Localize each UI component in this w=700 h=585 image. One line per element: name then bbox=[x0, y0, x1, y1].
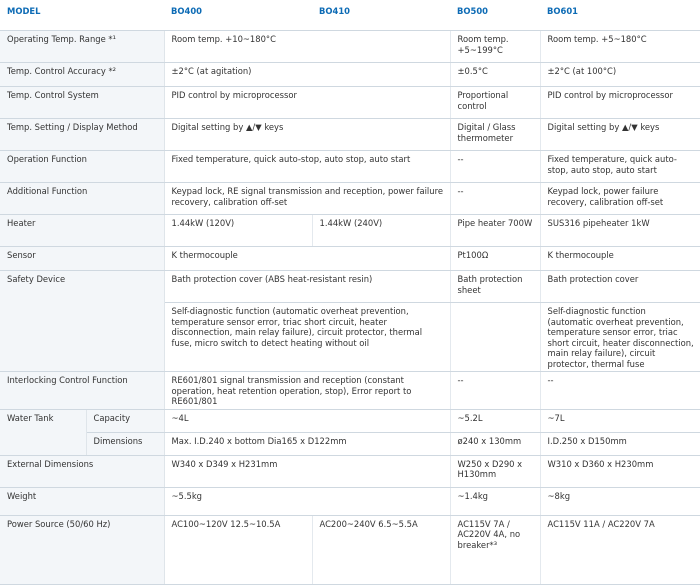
cell-bo601-external: W310 x D360 x H230mm bbox=[540, 455, 700, 487]
label-water-tank: Water Tank bbox=[0, 409, 86, 455]
header-model: MODEL bbox=[0, 0, 164, 31]
cell-bo400-interlock: RE601/801 signal transmission and reception (constant operation, heat retention operation, stop), Error report to RE601/801 bbox=[164, 372, 450, 410]
cell-bo601-safety-cover: Bath protection cover bbox=[540, 271, 700, 303]
cell-bo500-operation: -- bbox=[450, 151, 540, 183]
row-water-dimensions bbox=[0, 432, 700, 455]
cell-bo410-heater: 1.44kW (240V) bbox=[312, 215, 450, 247]
label-sensor: Sensor bbox=[0, 247, 164, 271]
header-bo400: BO400 bbox=[164, 0, 312, 31]
cell-bo601-control-system: PID control by microprocessor bbox=[540, 87, 700, 119]
cell-bo400-power: AC100~120V 12.5~10.5A bbox=[164, 515, 312, 584]
row-sensor bbox=[0, 247, 700, 271]
row-setting-display bbox=[0, 119, 700, 151]
header-bo601: BO601 bbox=[540, 0, 700, 31]
label-accuracy: Temp. Control Accuracy *² bbox=[0, 63, 164, 87]
label-external: External Dimensions bbox=[0, 455, 164, 487]
cell-bo500-power: AC115V 7A / AC220V 4A, no breaker*³ bbox=[450, 515, 540, 584]
row-safety-a bbox=[0, 271, 700, 303]
cell-bo601-setting-display: Digital setting by ▲/▼ keys bbox=[540, 119, 700, 151]
label-power: Power Source (50/60 Hz) bbox=[0, 515, 164, 584]
cell-bo500-safety-diagnostic bbox=[450, 303, 540, 372]
cell-bo500-safety-cover: Bath protection sheet bbox=[450, 271, 540, 303]
row-external bbox=[0, 455, 700, 487]
cell-bo410-power: AC200~240V 6.5~5.5A bbox=[312, 515, 450, 584]
label-interlock: Interlocking Control Function bbox=[0, 372, 164, 410]
cell-bo500-weight: ~1.4kg bbox=[450, 487, 540, 515]
label-safety: Safety Device bbox=[0, 271, 164, 372]
cell-bo400-additional: Keypad lock, RE signal transmission and reception, power failure recovery, calibration off-set bbox=[164, 183, 450, 215]
cell-bo500-dimensions: ø240 x 130mm bbox=[450, 432, 540, 455]
cell-bo601-operating-temp: Room temp. +5~180°C bbox=[540, 31, 700, 63]
row-control-system bbox=[0, 87, 700, 119]
cell-bo601-interlock: -- bbox=[540, 372, 700, 410]
header-row bbox=[0, 0, 700, 31]
cell-bo500-operating-temp: Room temp. +5~199°C bbox=[450, 31, 540, 63]
cell-bo400-safety-cover: Bath protection cover (ABS heat-resistant resin) bbox=[164, 271, 450, 303]
cell-bo400-operating-temp: Room temp. +10~180°C bbox=[164, 31, 450, 63]
row-additional bbox=[0, 183, 700, 215]
cell-bo500-interlock: -- bbox=[450, 372, 540, 410]
label-operating-temp: Operating Temp. Range *¹ bbox=[0, 31, 164, 63]
row-accuracy bbox=[0, 63, 700, 87]
label-additional: Additional Function bbox=[0, 183, 164, 215]
label-setting-display: Temp. Setting / Display Method bbox=[0, 119, 164, 151]
label-capacity: Capacity bbox=[86, 409, 164, 432]
header-bo410: BO410 bbox=[312, 0, 450, 31]
label-weight: Weight bbox=[0, 487, 164, 515]
cell-bo601-dimensions: I.D.250 x D150mm bbox=[540, 432, 700, 455]
cell-bo400-sensor: K thermocouple bbox=[164, 247, 450, 271]
cell-bo601-accuracy: ±2°C (at 100°C) bbox=[540, 63, 700, 87]
cell-bo601-sensor: K thermocouple bbox=[540, 247, 700, 271]
cell-bo400-capacity: ~4L bbox=[164, 409, 450, 432]
label-heater: Heater bbox=[0, 215, 164, 247]
cell-bo500-external: W250 x D290 x H130mm bbox=[450, 455, 540, 487]
row-power bbox=[0, 515, 700, 584]
cell-bo601-capacity: ~7L bbox=[540, 409, 700, 432]
cell-bo400-dimensions: Max. I.D.240 x bottom Dia165 x D122mm bbox=[164, 432, 450, 455]
cell-bo400-setting-display: Digital setting by ▲/▼ keys bbox=[164, 119, 450, 151]
cell-bo500-capacity: ~5.2L bbox=[450, 409, 540, 432]
cell-bo601-weight: ~8kg bbox=[540, 487, 700, 515]
cell-bo601-operation: Fixed temperature, quick auto-stop, auto stop, auto start bbox=[540, 151, 700, 183]
cell-bo400-external: W340 x D349 x H231mm bbox=[164, 455, 450, 487]
row-interlock bbox=[0, 372, 700, 410]
cell-bo400-heater: 1.44kW (120V) bbox=[164, 215, 312, 247]
label-operation: Operation Function bbox=[0, 151, 164, 183]
row-operation bbox=[0, 151, 700, 183]
header-bo500: BO500 bbox=[450, 0, 540, 31]
cell-bo500-setting-display: Digital / Glass thermometer bbox=[450, 119, 540, 151]
row-weight bbox=[0, 487, 700, 515]
label-dimensions: Dimensions bbox=[86, 432, 164, 455]
cell-bo500-additional: -- bbox=[450, 183, 540, 215]
cell-bo601-safety-diagnostic: Self-diagnostic function (automatic overheat prevention, temperature sensor error, triac short circuit, heater disconnection, main relay failure), circuit protector, thermal fuse bbox=[540, 303, 700, 372]
cell-bo500-heater: Pipe heater 700W bbox=[450, 215, 540, 247]
cell-bo601-power: AC115V 11A / AC220V 7A bbox=[540, 515, 700, 584]
row-heater bbox=[0, 215, 700, 247]
row-water-capacity bbox=[0, 409, 700, 432]
cell-bo400-operation: Fixed temperature, quick auto-stop, auto stop, auto start bbox=[164, 151, 450, 183]
row-operating-temp bbox=[0, 31, 700, 63]
cell-bo500-sensor: Pt100Ω bbox=[450, 247, 540, 271]
cell-bo400-weight: ~5.5kg bbox=[164, 487, 450, 515]
cell-bo500-accuracy: ±0.5°C bbox=[450, 63, 540, 87]
cell-bo500-control-system: Proportional control bbox=[450, 87, 540, 119]
cell-bo400-accuracy: ±2°C (at agitation) bbox=[164, 63, 450, 87]
cell-bo400-safety-diagnostic: Self-diagnostic function (automatic overheat prevention, temperature sensor error, triac short circuit, heater disconnection, main relay failure), circuit protector, thermal fuse, micro switch to detect heating without oil bbox=[164, 303, 450, 372]
cell-bo400-control-system: PID control by microprocessor bbox=[164, 87, 450, 119]
cell-bo601-heater: SUS316 pipeheater 1kW bbox=[540, 215, 700, 247]
cell-bo601-additional: Keypad lock, power failure recovery, calibration off-set bbox=[540, 183, 700, 215]
label-control-system: Temp. Control System bbox=[0, 87, 164, 119]
